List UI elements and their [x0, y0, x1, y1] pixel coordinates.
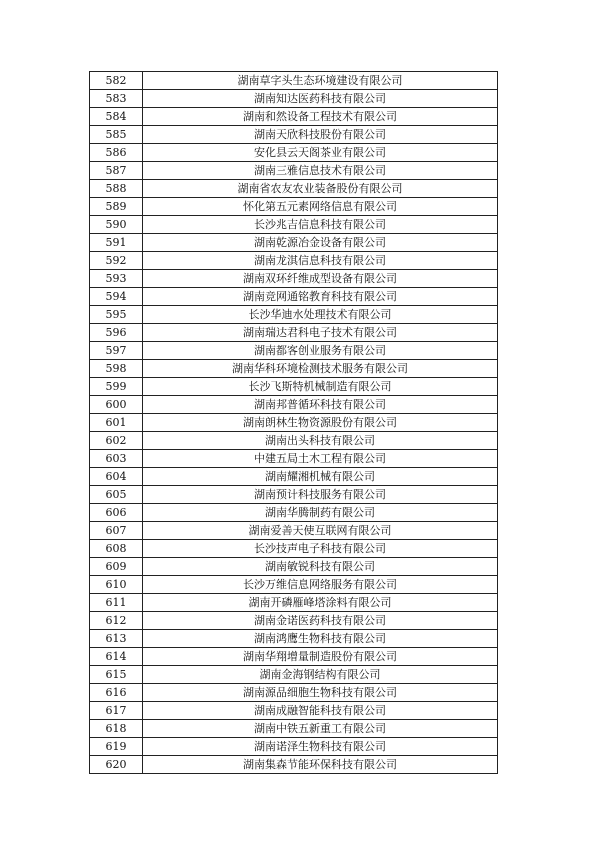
row-number: 595: [90, 306, 143, 324]
company-name: 湖南爱善天使互联网有限公司: [143, 522, 498, 540]
table-row: [90, 702, 498, 720]
table-row: [90, 756, 498, 774]
company-name: 湖南金诺医药科技有限公司: [143, 612, 498, 630]
row-number: 587: [90, 162, 143, 180]
table-row: [90, 612, 498, 630]
row-number: 592: [90, 252, 143, 270]
row-number: 616: [90, 684, 143, 702]
company-name: 湖南源品细胞生物科技有限公司: [143, 684, 498, 702]
table-row: [90, 630, 498, 648]
row-number: 617: [90, 702, 143, 720]
row-number: 619: [90, 738, 143, 756]
company-name: 湖南天欣科技股份有限公司: [143, 126, 498, 144]
company-name: 湖南朗林生物资源股份有限公司: [143, 414, 498, 432]
table-row: [90, 540, 498, 558]
table-row: [90, 270, 498, 288]
row-number: 610: [90, 576, 143, 594]
table-row: [90, 432, 498, 450]
table-row: [90, 144, 498, 162]
table-row: [90, 126, 498, 144]
company-name: 湖南华科环境检测技术服务有限公司: [143, 360, 498, 378]
row-number: 593: [90, 270, 143, 288]
row-number: 589: [90, 198, 143, 216]
row-number: 600: [90, 396, 143, 414]
row-number: 583: [90, 90, 143, 108]
table-row: [90, 342, 498, 360]
table-row: [90, 288, 498, 306]
company-name: 湖南出头科技有限公司: [143, 432, 498, 450]
company-name: 湖南敏锐科技有限公司: [143, 558, 498, 576]
row-number: 620: [90, 756, 143, 774]
company-name: 湖南省农友农业装备股份有限公司: [143, 180, 498, 198]
row-number: 606: [90, 504, 143, 522]
row-number: 584: [90, 108, 143, 126]
row-number: 582: [90, 72, 143, 90]
company-name: 湖南乾源冶金设备有限公司: [143, 234, 498, 252]
row-number: 605: [90, 486, 143, 504]
row-number: 608: [90, 540, 143, 558]
row-number: 597: [90, 342, 143, 360]
table-row: [90, 216, 498, 234]
row-number: 601: [90, 414, 143, 432]
company-name: 湖南三雅信息技术有限公司: [143, 162, 498, 180]
company-name: 怀化第五元素网络信息有限公司: [143, 198, 498, 216]
row-number: 585: [90, 126, 143, 144]
row-number: 599: [90, 378, 143, 396]
table-row: [90, 468, 498, 486]
table-row: [90, 486, 498, 504]
company-name: 湖南金海钢结构有限公司: [143, 666, 498, 684]
table-row: [90, 720, 498, 738]
table-row: [90, 450, 498, 468]
row-number: 594: [90, 288, 143, 306]
table-row: [90, 576, 498, 594]
table-row: [90, 684, 498, 702]
row-number: 603: [90, 450, 143, 468]
table-row: [90, 252, 498, 270]
table-row: [90, 504, 498, 522]
company-name: 湖南竞网通铭教育科技有限公司: [143, 288, 498, 306]
table-row: [90, 234, 498, 252]
table-row: [90, 72, 498, 90]
table-row: [90, 666, 498, 684]
company-name: 湖南都客创业服务有限公司: [143, 342, 498, 360]
company-name: 湖南开磷雁峰塔涂料有限公司: [143, 594, 498, 612]
row-number: 591: [90, 234, 143, 252]
company-name: 长沙飞斯特机械制造有限公司: [143, 378, 498, 396]
company-name: 长沙万维信息网络服务有限公司: [143, 576, 498, 594]
company-name: 湖南和然设备工程技术有限公司: [143, 108, 498, 126]
table-row: [90, 360, 498, 378]
table-row: [90, 198, 498, 216]
company-name: 湖南耀湘机械有限公司: [143, 468, 498, 486]
company-name: 湖南瑞达君科电子技术有限公司: [143, 324, 498, 342]
company-name: 长沙兆吉信息科技有限公司: [143, 216, 498, 234]
table-row: [90, 378, 498, 396]
row-number: 614: [90, 648, 143, 666]
table-row: [90, 90, 498, 108]
row-number: 586: [90, 144, 143, 162]
company-list-table: [89, 71, 498, 774]
table-row: [90, 558, 498, 576]
company-name: 湖南诺泽生物科技有限公司: [143, 738, 498, 756]
table-row: [90, 306, 498, 324]
row-number: 609: [90, 558, 143, 576]
company-name: 长沙技声电子科技有限公司: [143, 540, 498, 558]
company-name: 湖南知达医药科技有限公司: [143, 90, 498, 108]
row-number: 613: [90, 630, 143, 648]
company-name: 湖南邦普循环科技有限公司: [143, 396, 498, 414]
table-body: [90, 72, 498, 774]
table-row: [90, 738, 498, 756]
row-number: 588: [90, 180, 143, 198]
company-name: 湖南龙淇信息科技有限公司: [143, 252, 498, 270]
company-name: 湖南中铁五新重工有限公司: [143, 720, 498, 738]
table-row: [90, 648, 498, 666]
table-row: [90, 414, 498, 432]
row-number: 590: [90, 216, 143, 234]
table-row: [90, 594, 498, 612]
company-name: 湖南华腾制药有限公司: [143, 504, 498, 522]
company-name: 中建五局土木工程有限公司: [143, 450, 498, 468]
company-name: 湖南双环纤维成型设备有限公司: [143, 270, 498, 288]
table-row: [90, 396, 498, 414]
row-number: 612: [90, 612, 143, 630]
company-name: 湖南草字头生态环境建设有限公司: [143, 72, 498, 90]
row-number: 596: [90, 324, 143, 342]
company-name: 湖南预计科技服务有限公司: [143, 486, 498, 504]
row-number: 598: [90, 360, 143, 378]
company-name: 湖南华翔增量制造股份有限公司: [143, 648, 498, 666]
company-name: 湖南鸿鹰生物科技有限公司: [143, 630, 498, 648]
row-number: 607: [90, 522, 143, 540]
company-name: 安化县云天阁茶业有限公司: [143, 144, 498, 162]
row-number: 604: [90, 468, 143, 486]
row-number: 618: [90, 720, 143, 738]
company-name: 湖南集森节能环保科技有限公司: [143, 756, 498, 774]
table-row: [90, 324, 498, 342]
table-row: [90, 180, 498, 198]
row-number: 602: [90, 432, 143, 450]
table-row: [90, 162, 498, 180]
company-name: 湖南成融智能科技有限公司: [143, 702, 498, 720]
company-name: 长沙华迪水处理技术有限公司: [143, 306, 498, 324]
row-number: 611: [90, 594, 143, 612]
table-row: [90, 522, 498, 540]
table-row: [90, 108, 498, 126]
row-number: 615: [90, 666, 143, 684]
